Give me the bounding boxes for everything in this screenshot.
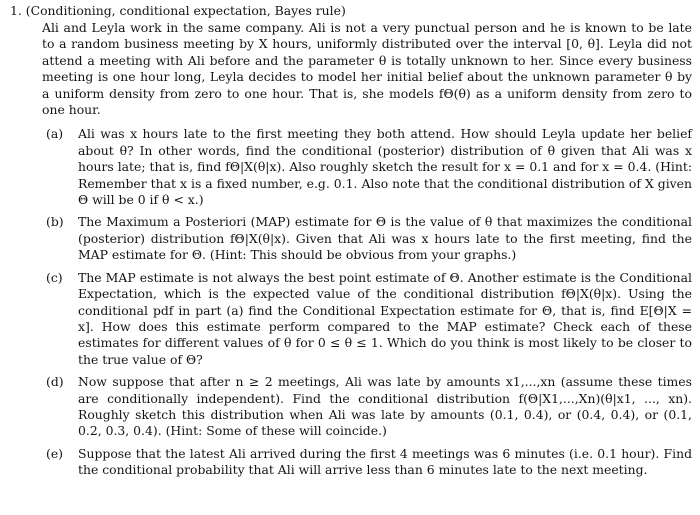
part-marker: (b)	[46, 214, 64, 230]
part-c	[10, 270, 692, 368]
part-b	[10, 214, 692, 263]
problem-intro: Ali and Leyla work in the same company. Ali is not a very punctual person and he is known to be late to a random business meeting by X hours, uniformly distributed over the interval [0, θ]. Leyla did not attend a meeting with Ali before and the parameter θ is totally unknown to her. Since every business meeting is one hour long, Leyla decides to model her initial belief about the unknown parameter θ by a uniform density from zero to one hour. That is, she models fΘ(θ) as a uniform density from zero to one hour.	[42, 20, 692, 118]
part-e	[10, 446, 692, 479]
part-text: Now suppose that after n ≥ 2 meetings, Ali was late by amounts x1,...,xn (assume these times are conditionally independent). Find the conditional distribution f(Θ|X1,...,Xn)(θ|x1, ..., xn). Roughly sketch this distribution when Ali was late by amounts (0.1, 0.4), or (0.4, 0.4), or (0.1, 0.2, 0.3, 0.4). (Hint: Some of these will coincide.)	[78, 374, 692, 439]
part-marker: (a)	[46, 126, 64, 142]
problem-parts-list	[10, 126, 690, 478]
part-marker: (c)	[46, 269, 63, 285]
part-text: Suppose that the latest Ali arrived during the first 4 meetings was 6 minutes (i.e. 0.1 hour). Find the conditional probability that Ali will arrive less than 6 minutes late to the next meeting.	[78, 445, 692, 478]
part-text: The Maximum a Posteriori (MAP) estimate for Θ is the value of θ that maximizes the conditional (posterior) distribution fΘ|X(θ|x). Given that Ali was x hours late to the first meeting, find the MAP estimate for Θ. (Hint: This should be obvious from your graphs.)	[78, 214, 692, 263]
part-text: The MAP estimate is not always the best point estimate of Θ. Another estimate is the Conditional Expectation, which is the expected value of the conditional distribution fΘ|X(θ|x). Using the conditional pdf in part (a) find the Conditional Expectation estimate for Θ, that is, find E[Θ|X = x]. How does this estimate perform compared to the MAP estimate? Check each of these estimates for different values of θ for 0 ≤ θ ≤ 1. Which do you think is most likely to be closer to the true value of Θ?	[78, 269, 692, 367]
part-d	[10, 374, 692, 440]
problem-heading: 1. (Conditioning, conditional expectation, Bayes rule)	[10, 3, 346, 18]
part-text: Ali was x hours late to the first meeting they both attend. How should Leyla update her belief about θ? In other words, find the conditional (posterior) distribution of θ given that Ali was x hours late; that is, find fΘ|X(θ|x). Also roughly sketch the result for x = 0.1 and for x = 0.4. (Hint: Remember that x is a fixed number, e.g. 0.1. Also note that the conditional distribution of X given Θ will be 0 if θ < x.)	[78, 126, 692, 208]
part-marker: (e)	[46, 445, 64, 461]
part-a	[10, 126, 692, 208]
part-marker: (d)	[46, 374, 64, 390]
